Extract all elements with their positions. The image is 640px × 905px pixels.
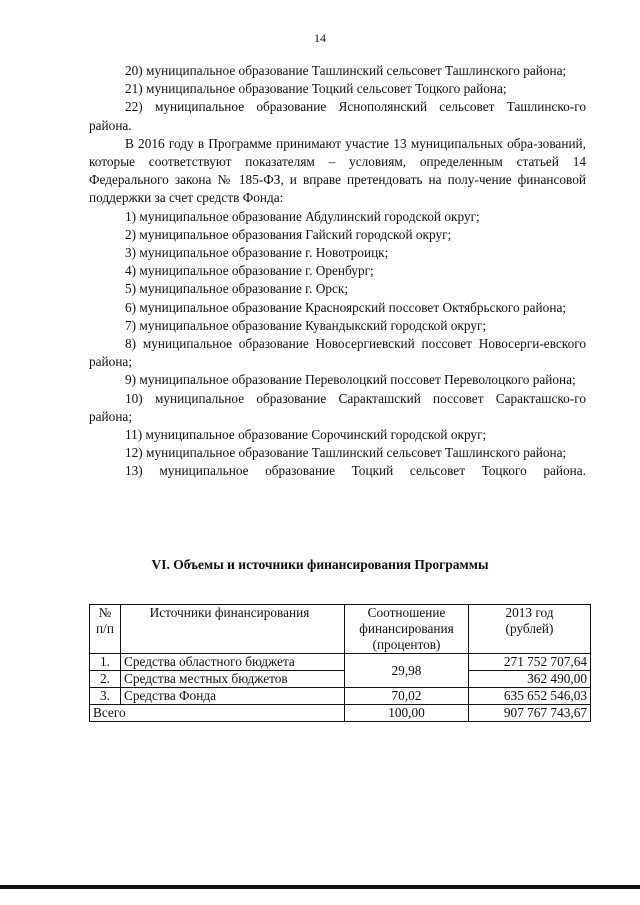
row-num: 1. <box>90 654 121 671</box>
row-num: 3. <box>90 688 121 705</box>
row-source: Средства областного бюджета <box>121 654 345 671</box>
row-num: 2. <box>90 671 121 688</box>
list-item: 22) муниципальное образование Яснополянский сельсовет Ташлинско-го района. <box>89 99 586 133</box>
list-item: 13) муниципальное образование Тоцкий сельсовет Тоцкого района. <box>125 463 586 479</box>
row-ratio: 70,02 <box>345 688 469 705</box>
list-item: 12) муниципальное образование Ташлинский сельсовет Ташлинского района; <box>125 445 567 461</box>
list-item: 6) муниципальное образование Красноярский поссовет Октябрьского района; <box>125 299 567 315</box>
bottom-rule <box>0 885 640 889</box>
list-item: 7) муниципальное образование Кувандыкский городской округ; <box>125 317 487 333</box>
header-num: № п/п <box>90 605 121 654</box>
list-item: 20) муниципальное образование Ташлинский сельсовет Ташлинского района; <box>125 63 567 78</box>
list-item: 4) муниципальное образование г. Оренбург; <box>125 263 374 279</box>
row-amount: 362 490,00 <box>469 671 591 688</box>
header-ratio: Соотношение финансирования (процентов) <box>345 605 469 654</box>
total-label: Всего <box>90 705 345 722</box>
table-row <box>90 688 591 705</box>
row-source: Средства местных бюджетов <box>121 671 345 688</box>
list-item: 2) муниципальное образования Гайский городской округ; <box>125 226 452 242</box>
list-item: 21) муниципальное образование Тоцкий сельсовет Тоцкого района; <box>125 81 507 97</box>
total-amount: 907 767 743,67 <box>469 705 591 722</box>
header-year: 2013 год (рублей) <box>469 605 591 654</box>
row-amount: 635 652 546,03 <box>469 688 591 705</box>
list-item: 1) муниципальное образование Абдулинский городской округ; <box>125 208 480 224</box>
table-total-row <box>90 705 591 722</box>
list-item: 3) муниципальное образование г. Новотроицк; <box>125 245 389 261</box>
merged-ratio-cell: 29,98 <box>345 654 469 688</box>
table-header-row <box>90 605 591 654</box>
table-row <box>90 654 591 671</box>
program-paragraph: В 2016 году в Программе принимают участие 13 муниципальных обра-зований, которые соответствуют показателям – условиям, определенным статьей 14 Федерального закона № 185-ФЗ, и вправе претендовать на полу-чение финансовой поддержки за счет средств Фонда: <box>89 135 586 206</box>
row-source: Средства Фонда <box>121 688 345 705</box>
section-heading: VI. Объемы и источники финансирования Программы <box>151 557 489 572</box>
list-item: 11) муниципальное образование Сорочинский городской округ; <box>125 427 487 443</box>
list-item: 5) муниципальное образование г. Орск; <box>125 281 349 297</box>
list-item: 9) муниципальное образование Переволоцкий поссовет Переволоцкого района; <box>125 372 576 388</box>
total-ratio: 100,00 <box>345 705 469 722</box>
row-amount: 271 752 707,64 <box>469 654 591 671</box>
document-body <box>89 62 586 481</box>
table-row <box>90 671 591 688</box>
list-item: 8) муниципальное образование Новосергиевский поссовет Новосерги-евского района; <box>89 336 586 370</box>
page-number: 14 <box>314 31 326 45</box>
list-item: 10) муниципальное образование Саракташский поссовет Саракташско-го района; <box>89 390 586 424</box>
financing-table <box>89 604 591 722</box>
header-source: Источники финансирования <box>121 605 345 654</box>
